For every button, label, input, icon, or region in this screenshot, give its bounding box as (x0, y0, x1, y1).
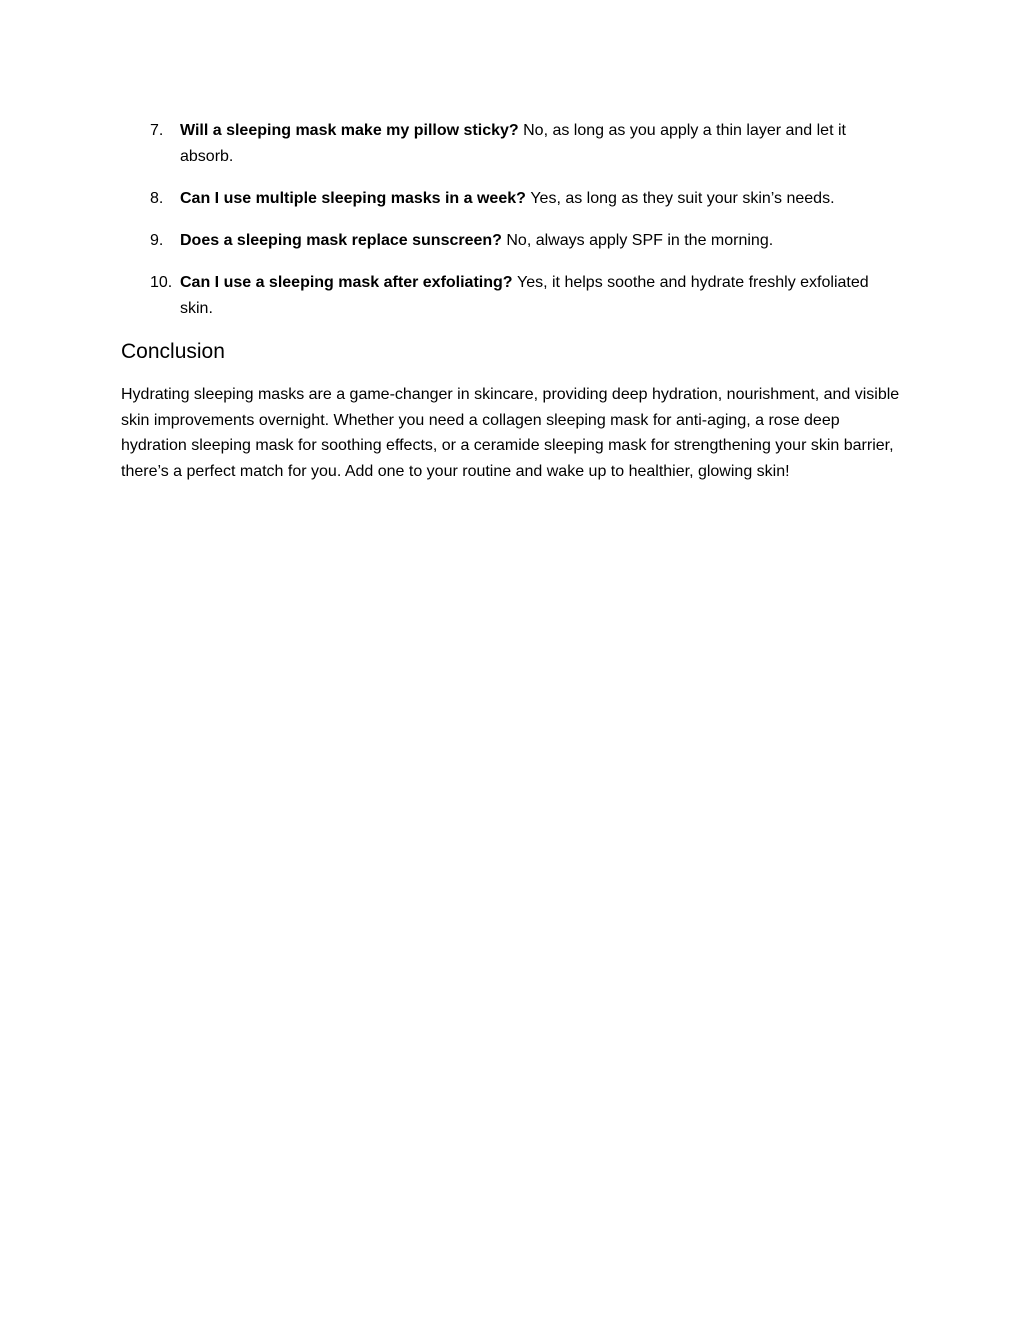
faq-answer: No, as long as you apply a thin layer and let it absorb. (180, 122, 846, 165)
faq-question: Can I use a sleeping mask after exfoliating? (180, 274, 517, 291)
section-heading-conclusion: Conclusion (121, 340, 225, 363)
faq-question: Will a sleeping mask make my pillow sticky? (180, 122, 524, 139)
faq-question: Can I use multiple sleeping masks in a week? (180, 190, 531, 207)
faq-number: 9. (150, 232, 164, 249)
faq-item (121, 118, 901, 170)
document-page (121, 118, 901, 484)
conclusion-paragraph: Hydrating sleeping masks are a game-changer in skincare, providing deep hydration, nourishment, and visible skin improvements overnight. Whether you need a collagen sleeping mask for anti-aging, a rose deep hydration sleeping mask for soothing effects, or a ceramide sleeping mask for strengthening your skin barrier, there’s a perfect match for you. Add one to your routine and wake up to healthier, glowing skin! (121, 386, 900, 480)
faq-item (121, 186, 901, 212)
faq-list (121, 118, 901, 322)
faq-entry (180, 186, 901, 212)
faq-item (121, 270, 901, 322)
faq-question: Does a sleeping mask replace sunscreen? (180, 232, 507, 249)
faq-number: 8. (150, 190, 164, 207)
faq-answer: No, always apply SPF in the morning. (506, 232, 774, 249)
faq-answer: Yes, it helps soothe and hydrate freshly exfoliated skin. (180, 274, 869, 317)
faq-number: 10. (150, 274, 173, 291)
faq-answer: Yes, as long as they suit your skin’s needs. (530, 190, 835, 207)
faq-entry (180, 118, 901, 170)
faq-entry (180, 228, 901, 254)
faq-item (121, 228, 901, 254)
faq-entry (180, 270, 901, 322)
faq-number: 7. (150, 122, 164, 139)
